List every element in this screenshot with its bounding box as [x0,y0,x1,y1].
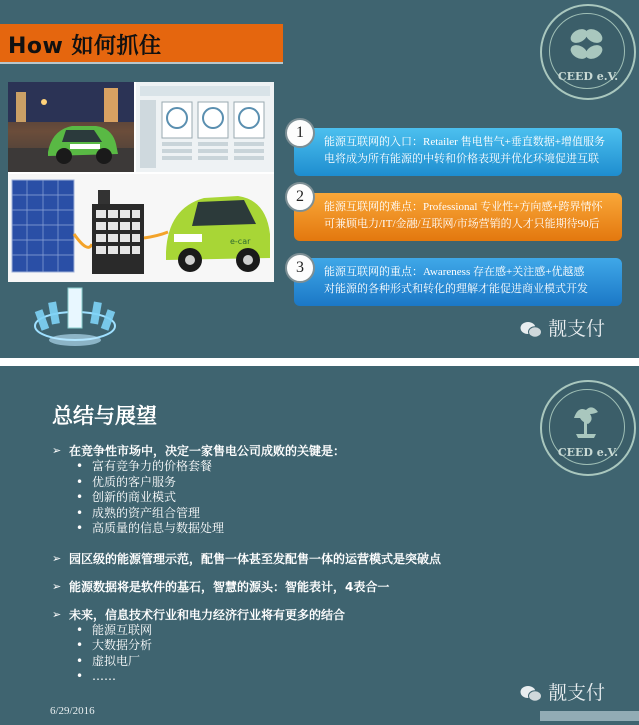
site-watermark-icon [540,705,639,723]
sub-item: • …… [52,669,512,685]
dashboard-screenshot [136,82,274,172]
bullet-2: ➢ 园区级的能源管理示范，配售一体甚至发配售一体的运营模式是突破点 [52,551,512,567]
bullet-3: ➢ 能源数据将是软件的基石，智慧的源头：智能表计，4表合一 [52,579,512,595]
fan-leaf-icon [564,24,608,64]
ceed-logo [540,380,636,476]
bullet-1: ➢ 在竞争性市场中，决定一家售电公司成败的关键是： [52,443,512,459]
item-3-line-2: 对能源的各种形式和转化的理解才能促进商业模式开发 [324,283,588,295]
ceed-logo [540,4,636,100]
item-1-line-1: 能源互联网的入口：Retailer 售电售气+垂直数据+增值服务 [324,136,605,148]
item-1-line-2: 电将成为所有能源的中转和价格表现并优化环境促进互联 [324,153,599,165]
item-number-3: 3 [285,253,315,283]
svg-text:e-car: e-car [230,237,251,246]
summary-list [52,443,512,685]
item-number-2: 2 [285,182,315,212]
slide-title: How 如何抓住 [8,34,162,59]
item-bar-1 [294,128,622,176]
sub-item: • 虚拟电厂 [52,654,512,670]
hologram-graphic [30,280,120,352]
sub-item: • 大数据分析 [52,638,512,654]
energy-photo-collage [8,82,274,282]
item-2-line-2: 可兼顾电力/IT/金融/互联网/市场营销的人才只能期待90后 [324,218,600,230]
night-street-car-photo [8,82,134,172]
watermark-text: 靓支付 [548,318,606,340]
sub-item: • 富有竞争力的价格套餐 [52,459,512,475]
watermark-text: 靓支付 [548,682,606,704]
watermark [520,678,605,705]
sub-item: • 成熟的资产组合管理 [52,506,512,522]
logo-text: CEED e.V. [557,70,619,83]
item-bar-3 [294,258,622,306]
slide-how-to-seize [0,0,639,358]
bullet-4: ➢ 未来，信息技术行业和电力经济行业将有更多的结合 [52,607,512,623]
sub-item: • 高质量的信息与数据处理 [52,521,512,537]
item-number-1: 1 [285,118,315,148]
logo-text: CEED e.V. [557,446,619,459]
solar-storage-ev-photo [8,174,274,282]
watermark [520,314,605,341]
bird-tree-icon [564,400,608,440]
slide-summary-outlook [0,366,639,725]
sub-item: • 优质的客户服务 [52,475,512,491]
item-3-line-1: 能源互联网的重点：Awareness 存在感+关注感+优越感 [324,266,585,278]
item-2-line-1: 能源互联网的难点：Professional 专业性+方向感+跨界情怀 [324,201,603,213]
item-bar-2 [294,193,622,241]
sub-item: • 能源互联网 [52,623,512,639]
sub-item: • 创新的商业模式 [52,490,512,506]
slide-date: 6/29/2016 [50,705,95,717]
wechat-icon [520,321,542,339]
wechat-icon [520,685,542,703]
title-bar [0,24,283,64]
slide-title: 总结与展望 [52,404,157,428]
